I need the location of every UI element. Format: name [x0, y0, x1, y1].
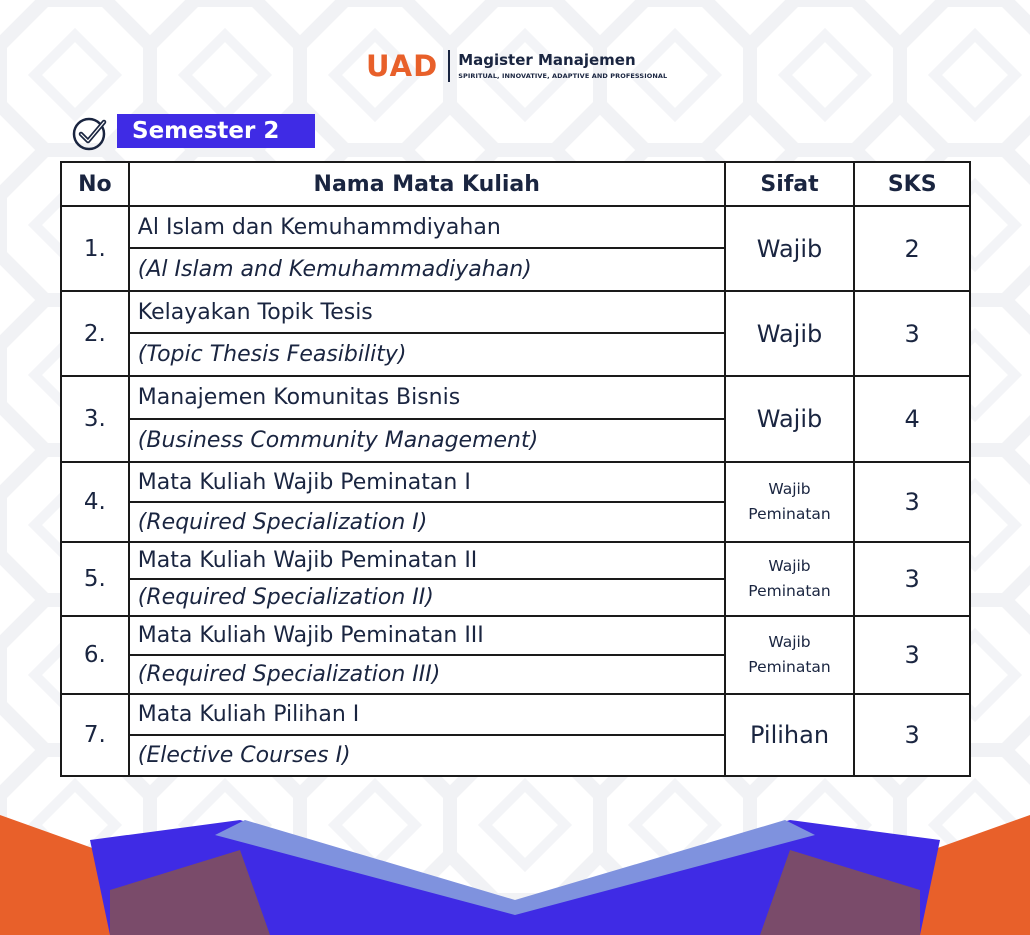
table-row	[61, 694, 970, 735]
course-type-line1: Wajib	[768, 557, 811, 576]
row-number: 2.	[61, 291, 129, 376]
course-type: Wajib	[725, 206, 855, 291]
semester-badge: Semester 2	[117, 114, 315, 148]
course-name-english: (Required Specialization III)	[129, 655, 725, 694]
course-type-line2: Peminatan	[748, 505, 831, 523]
course-name: Mata Kuliah Pilihan I	[129, 694, 725, 735]
header-no: No	[61, 162, 129, 206]
table-row	[61, 206, 970, 248]
course-name-english: (Required Specialization I)	[129, 502, 725, 542]
course-type	[725, 462, 855, 542]
row-number: 6.	[61, 616, 129, 694]
program-tagline: SPIRITUAL, INNOVATIVE, ADAPTIVE AND PROFESSIONAL	[458, 71, 668, 80]
table-row	[61, 291, 970, 333]
course-type-line2: Peminatan	[748, 582, 831, 600]
check-circle-icon	[72, 116, 108, 152]
table-row	[61, 462, 970, 502]
brand-logo	[366, 48, 667, 84]
header-course-name: Nama Mata Kuliah	[129, 162, 725, 206]
course-type-line1: Wajib	[768, 480, 811, 499]
course-credits: 2	[854, 206, 970, 291]
header-sifat: Sifat	[725, 162, 855, 206]
course-credits: 3	[854, 616, 970, 694]
course-name-english: (Required Specialization II)	[129, 579, 725, 616]
uad-logo-mark: UAD	[366, 48, 439, 83]
course-type	[725, 542, 855, 616]
row-number: 7.	[61, 694, 129, 776]
course-credits: 4	[854, 376, 970, 462]
course-name-english: (Al Islam and Kemuhammadiyahan)	[129, 248, 725, 291]
course-name-english: (Topic Thesis Feasibility)	[129, 333, 725, 376]
table-row	[61, 376, 970, 419]
course-name: Mata Kuliah Wajib Peminatan I	[129, 462, 725, 502]
course-credits: 3	[854, 462, 970, 542]
course-name-english: (Business Community Management)	[129, 419, 725, 462]
table-row	[61, 542, 970, 579]
course-name: Mata Kuliah Wajib Peminatan II	[129, 542, 725, 579]
course-type: Wajib	[725, 376, 855, 462]
course-name: Al Islam dan Kemuhammdiyahan	[129, 206, 725, 248]
course-type: Wajib	[725, 291, 855, 376]
course-credits: 3	[854, 542, 970, 616]
course-type-line1: Wajib	[768, 633, 811, 652]
logo-divider	[448, 50, 450, 82]
header-sks: SKS	[854, 162, 970, 206]
bottom-decoration	[0, 795, 1030, 935]
course-type-line2: Peminatan	[748, 658, 831, 676]
course-credits: 3	[854, 291, 970, 376]
course-table	[60, 161, 971, 777]
course-type: Pilihan	[725, 694, 855, 776]
course-name: Mata Kuliah Wajib Peminatan III	[129, 616, 725, 655]
program-title: Magister Manajemen	[458, 51, 636, 70]
row-number: 3.	[61, 376, 129, 462]
course-name-english: (Elective Courses I)	[129, 735, 725, 776]
course-name: Manajemen Komunitas Bisnis	[129, 376, 725, 419]
table-header-row	[61, 162, 970, 206]
row-number: 1.	[61, 206, 129, 291]
table-row	[61, 616, 970, 655]
course-name: Kelayakan Topik Tesis	[129, 291, 725, 333]
row-number: 5.	[61, 542, 129, 616]
course-type	[725, 616, 855, 694]
row-number: 4.	[61, 462, 129, 542]
logo-text	[458, 52, 667, 80]
course-credits: 3	[854, 694, 970, 776]
